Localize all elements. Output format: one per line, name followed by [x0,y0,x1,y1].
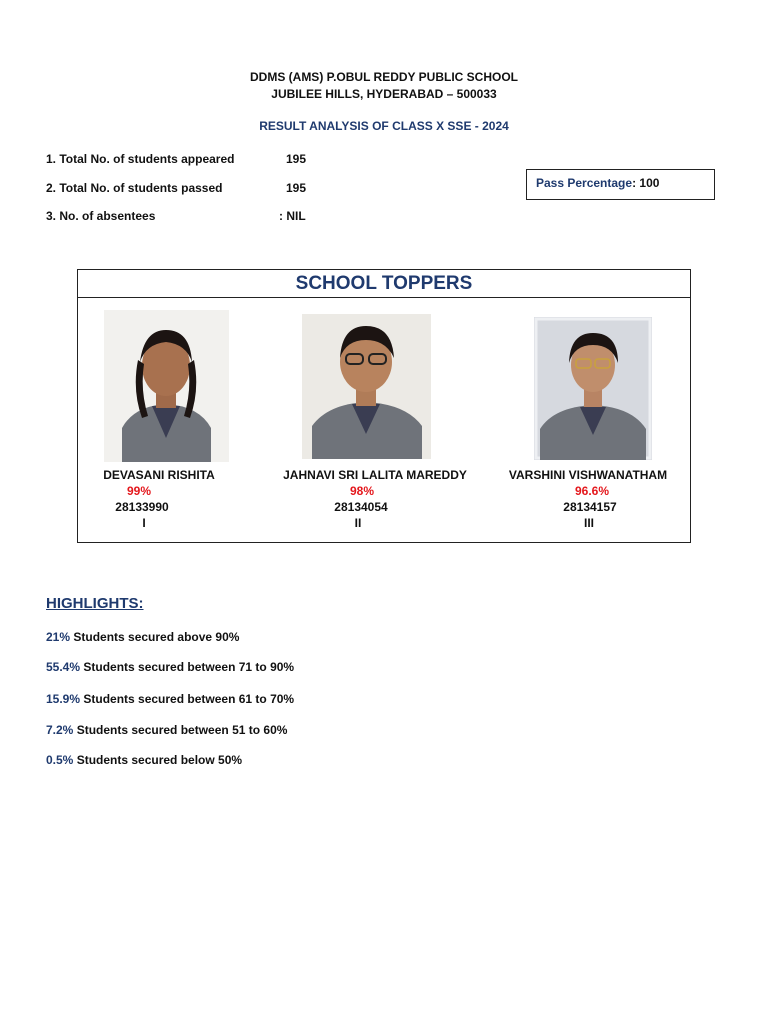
highlight-text: Students secured between 71 to 90% [80,660,295,674]
school-address: JUBILEE HILLS, HYDERABAD – 500033 [271,87,497,101]
topper-1-percent: 99% [126,484,152,498]
topper-2-photo [302,314,431,459]
highlight-text: Students secured between 51 to 60% [73,723,288,737]
highlight-percent: 55.4% [46,660,81,674]
highlights-heading: HIGHLIGHTS: [46,595,144,612]
school-name: DDMS (AMS) P.OBUL REDDY PUBLIC SCHOOL [249,70,519,84]
stat-passed-label: 2. Total No. of students passed [46,181,223,195]
stat-appeared-label: 1. Total No. of students appeared [46,152,235,166]
highlight-percent: 21% [46,630,71,644]
topper-1-photo [104,310,229,462]
highlight-percent: 15.9% [46,692,81,706]
topper-1-name: DEVASANI RISHITA [103,468,215,482]
highlight-text: Students secured below 50% [73,753,243,767]
topper-2-name: JAHNAVI SRI LALITA MAREDDY [283,468,467,482]
portrait-icon [104,310,229,462]
portrait-icon [302,314,431,459]
highlight-item [46,753,242,767]
stat-appeared-value: 195 [286,152,307,166]
topper-2-roll: 28134054 [334,500,388,514]
highlight-item [46,692,294,706]
pass-percentage-box [526,169,715,200]
topper-3-rank: III [583,516,594,530]
highlight-item [46,660,294,674]
toppers-heading: SCHOOL TOPPERS [78,270,690,298]
topper-3-percent: 96.6% [574,484,610,498]
highlight-text: Students secured between 61 to 70% [80,692,295,706]
stat-passed-value: 195 [286,181,307,195]
toppers-panel [77,269,691,543]
stat-absentees-value: : NIL [279,209,306,223]
highlight-percent: 0.5% [46,753,74,767]
pass-percentage-label: Pass Percentage [536,176,633,190]
topper-2-percent: 98% [349,484,375,498]
highlight-item [46,630,239,644]
pass-percentage-value: : 100 [632,176,660,190]
topper-1-roll: 28133990 [115,500,169,514]
topper-1-rank: I [142,516,146,530]
highlight-text: Students secured above 90% [70,630,240,644]
topper-3-roll: 28134157 [563,500,617,514]
report-title: RESULT ANALYSIS OF CLASS X SSE - 2024 [259,119,509,133]
stat-absentees-label: 3. No. of absentees [46,209,156,223]
highlight-item [46,723,287,737]
topper-3-name: VARSHINI VISHWANATHAM [508,468,668,482]
portrait-icon [534,317,652,460]
topper-3-photo [534,317,652,460]
topper-2-rank: II [354,516,362,530]
highlight-percent: 7.2% [46,723,74,737]
